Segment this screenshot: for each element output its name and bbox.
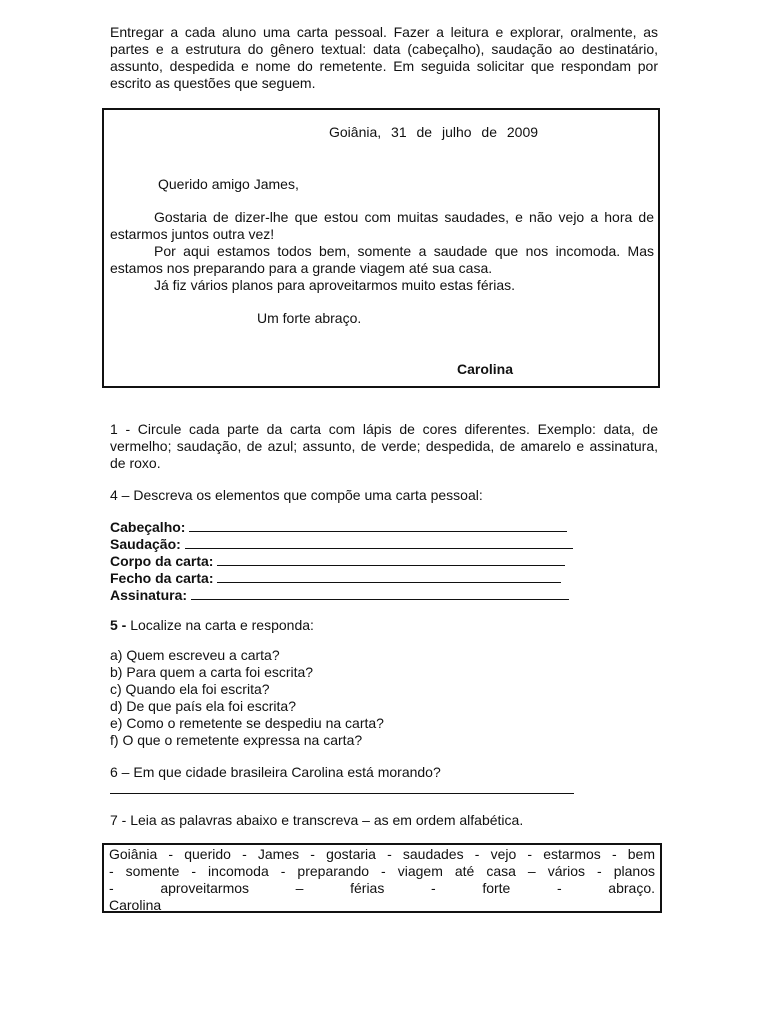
words-line: Carolina (109, 897, 162, 913)
field-label: Corpo da carta: (110, 553, 214, 569)
question-4-fields (110, 519, 658, 604)
field-label: Assinatura: (110, 587, 188, 603)
field-label: Cabeçalho: (110, 519, 186, 535)
field-label: Saudação: (110, 536, 181, 552)
answer-line[interactable] (217, 554, 565, 566)
field-label: Fecho da carta: (110, 570, 214, 586)
answer-line[interactable] (189, 520, 567, 532)
list-item: b) Para quem a carta foi escrita? (110, 664, 314, 680)
answer-line[interactable] (185, 537, 573, 549)
letter-box (102, 108, 660, 388)
question-6: 6 – Em que cidade brasileira Carolina está morando? (110, 764, 441, 780)
question-4-prompt: 4 – Descreva os elementos que compõe uma carta pessoal: (110, 487, 483, 503)
letter-paragraph-3: Já fiz vários planos para aproveitarmos muito estas férias. (154, 277, 516, 293)
letter-date: Goiânia, 31 de julho de 2009 (329, 124, 539, 140)
letter-paragraph-2: Por aqui estamos todos bem, somente a saudade que nos incomoda. Mas estamos nos preparando para a grande viagem até sua casa. (110, 243, 654, 276)
letter-signature: Carolina (457, 361, 514, 377)
question-5-items (110, 647, 658, 749)
answer-line[interactable] (217, 571, 561, 583)
list-item: d) De que país ela foi escrita? (110, 698, 296, 714)
list-item: f) O que o remetente expressa na carta? (110, 732, 363, 748)
letter-body (110, 209, 654, 294)
question-5-prompt: Localize na carta e responda: (130, 617, 314, 633)
words-box (102, 843, 662, 913)
list-item: e) Como o remetente se despediu na carta? (110, 715, 384, 731)
list-item: a) Quem escreveu a carta? (110, 647, 280, 663)
answer-line[interactable] (110, 781, 574, 794)
field-row (110, 570, 658, 587)
words-line: - aproveitarmos – férias - forte - abraço. (109, 880, 655, 896)
question-5-heading (110, 617, 658, 634)
question-7: 7 - Leia as palavras abaixo e transcreva – as em ordem alfabética. (110, 812, 524, 828)
letter-paragraph-1: Gostaria de dizer-lhe que estou com muitas saudades, e não vejo a hora de estarmos juntos outra vez! (110, 209, 654, 242)
question-1: 1 - Circule cada parte da carta com lápis de cores diferentes. Exemplo: data, de vermelho; saudação, de azul; assunto, de verde; despedida, de amarelo e assinatura, de roxo. (110, 421, 658, 471)
letter-greeting: Querido amigo James, (158, 176, 299, 192)
list-item: c) Quando ela foi escrita? (110, 681, 270, 697)
field-row (110, 536, 658, 553)
field-row (110, 519, 658, 536)
words-line: Goiânia - querido - James - gostaria - saudades - vejo - estarmos - bem (109, 846, 655, 862)
field-row (110, 587, 658, 604)
words-line: - somente - incomoda - preparando - viagem até casa – vários - planos (109, 863, 655, 879)
question-5-number: 5 - (110, 617, 127, 633)
intro-paragraph: Entregar a cada aluno uma carta pessoal. Fazer a leitura e explorar, oralmente, as partes e a estrutura do gênero textual: data (cabeçalho), saudação ao destinatário, assunto, despedida e nome do remetente. Em seguida solicitar que respondam por escrito as questões que seguem. (110, 24, 658, 91)
field-row (110, 553, 658, 570)
answer-line[interactable] (191, 588, 569, 600)
letter-closing: Um forte abraço. (257, 310, 362, 326)
